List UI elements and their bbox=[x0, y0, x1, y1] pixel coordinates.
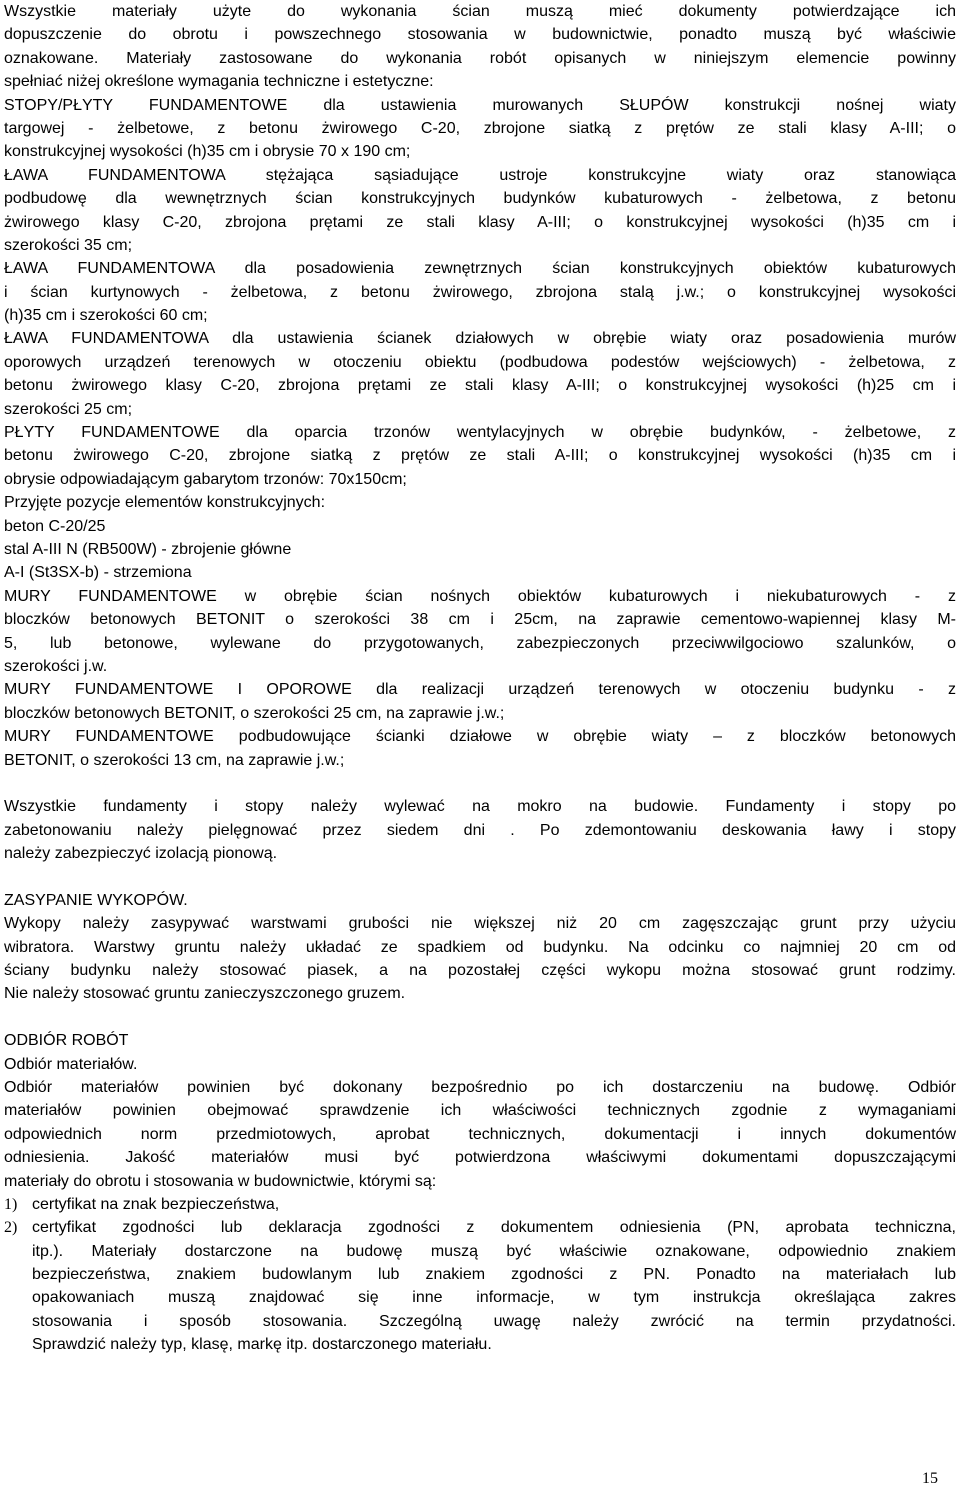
text-line bbox=[4, 491, 956, 514]
text-line bbox=[4, 421, 956, 444]
text-line bbox=[4, 1029, 956, 1052]
line-text: i ścian kurtynowych - żelbetowa, z betonu żwirowego, zbrojona stalą j.w.; o konstrukcyjnej wysokości bbox=[4, 283, 956, 301]
line-text: dopuszczenie do obrotu i powszechnego stosowania w budownictwie, ponadto muszą być właściwie bbox=[4, 26, 956, 44]
line-text: podbudowę dla wewnętrznych ścian konstrukcyjnych budynków kubaturowych - żelbetowa, z betonu bbox=[4, 190, 956, 208]
text-line bbox=[4, 374, 956, 397]
text-line bbox=[4, 538, 956, 561]
text-line bbox=[4, 327, 956, 350]
list-number: 1) bbox=[4, 1195, 18, 1213]
line-text: stosowania i sposób stosowania. Szczególną uwagę należy zwrócić na termin przydatności. bbox=[32, 1312, 956, 1330]
line-text: Wszystkie materiały użyte do wykonania ścian muszą mieć dokumenty potwierdzające ich bbox=[4, 3, 956, 20]
line-text: ŁAWA FUNDAMENTOWA dla posadowienia zewnętrznych ścian konstrukcyjnych obiektów kubaturowych bbox=[4, 260, 956, 278]
page-number: 15 bbox=[922, 1470, 938, 1487]
text-line bbox=[4, 0, 956, 23]
line-text: spełniać niżej określone wymagania techniczne i estetyczne: bbox=[4, 73, 434, 91]
line-text: Odbiór materiałów. bbox=[4, 1055, 138, 1073]
line-text: Wykopy należy zasypywać warstwami grubości nie większej niż 20 cm zagęszczając grunt przy użyciu bbox=[4, 915, 956, 933]
line-text: zabetonowaniu należy pielęgnować przez siedem dni . Po zdemontowaniu deskowania ławy i stopy bbox=[4, 821, 956, 839]
line-text: żwirowego klasy C-20, zbrojona prętami ze stali klasy A-III; o konstrukcyjnej wysokości (h)35 cm i bbox=[4, 213, 956, 231]
line-text: Wszystkie fundamenty i stopy należy wylewać na mokro na budowie. Fundamenty i stopy po bbox=[4, 798, 956, 816]
line-text: certyfikat zgodności lub deklaracja zgodności z dokumentem odniesienia (PN, aprobata techniczna, bbox=[32, 1219, 956, 1237]
text-line bbox=[4, 655, 956, 678]
text-line bbox=[4, 889, 956, 912]
line-text: należy zabezpieczyć izolacją pionową. bbox=[4, 845, 278, 863]
line-text: MURY FUNDAMENTOWE I OPOROWE dla realizacji urządzeń terenowych w otoczeniu budynku - z bbox=[4, 681, 956, 699]
line-text: obrysie odpowiadającym gabarytom trzonów: 70x150cm; bbox=[4, 470, 407, 488]
text-line bbox=[4, 1310, 956, 1333]
line-text: konstrukcyjnej wysokości (h)35 cm i obrysie 70 x 190 cm; bbox=[4, 143, 411, 161]
text-line bbox=[4, 959, 956, 982]
text-line bbox=[4, 1123, 956, 1146]
text-line bbox=[4, 1053, 956, 1076]
line-text: betonu żwirowego C-20, zbrojone siatką z prętów ze stali A-III; o konstrukcyjnej wysokości (h)35 cm i bbox=[4, 447, 956, 465]
line-text: opakowaniach muszą znajdować się inne informacje, w tym instrukcja określająca zakres bbox=[32, 1289, 956, 1307]
line-text: materiały do obrotu i stosowania w budownictwie, którymi są: bbox=[4, 1172, 437, 1190]
text-line bbox=[4, 351, 956, 374]
text-line bbox=[4, 164, 956, 187]
line-text: odpowiednich norm przedmiotowych, aprobat technicznych, dokumentacji i innych dokumentów bbox=[4, 1125, 956, 1143]
text-line bbox=[4, 1216, 956, 1239]
line-text: targowej - żelbetowe, z betonu żwirowego C-20, zbrojone siatką z prętów ze stali klasy A-III; o bbox=[4, 119, 956, 137]
document-body bbox=[4, 0, 956, 1357]
text-line bbox=[4, 1076, 956, 1099]
text-line bbox=[4, 725, 956, 748]
line-text: Odbiór materiałów powinien być dokonany bezpośrednio po ich dostarczeniu na budowę. Odbiór bbox=[4, 1078, 956, 1096]
line-text: szerokości 25 cm; bbox=[4, 400, 133, 418]
line-text: ZASYPANIE WYKOPÓW. bbox=[4, 891, 188, 909]
text-line bbox=[4, 1099, 956, 1122]
line-text: STOPY/PŁYTY FUNDAMENTOWE dla ustawienia murowanych SŁUPÓW konstrukcji nośnej wiaty bbox=[4, 96, 956, 114]
line-text: bloczków betonowych BETONIT, o szerokości 25 cm, na zaprawie j.w.; bbox=[4, 704, 505, 722]
line-text: beton C-20/25 bbox=[4, 517, 106, 535]
text-line bbox=[4, 117, 956, 140]
text-line bbox=[4, 234, 956, 257]
text-line bbox=[4, 1193, 956, 1216]
text-line bbox=[4, 304, 956, 327]
text-line bbox=[4, 1333, 956, 1356]
text-line bbox=[4, 1286, 956, 1309]
line-text: Przyjęte pozycje elementów konstrukcyjnych: bbox=[4, 494, 326, 512]
line-text: szerokości 35 cm; bbox=[4, 236, 133, 254]
line-text: odniesienia. Jakość materiałów musi być potwierdzona właściwymi dokumentami dopuszczającymi bbox=[4, 1149, 956, 1167]
text-line bbox=[4, 211, 956, 234]
line-text: Nie należy stosować gruntu zanieczyszczonego gruzem. bbox=[4, 985, 406, 1003]
text-line bbox=[4, 678, 956, 701]
text-line bbox=[4, 468, 956, 491]
text-line bbox=[4, 608, 956, 631]
text-line bbox=[4, 842, 956, 865]
line-text: materiałów powinien obejmować sprawdzenie ich właściwości technicznych zgodnie z wymaganiami bbox=[4, 1102, 956, 1120]
text-line bbox=[4, 585, 956, 608]
text-line bbox=[4, 47, 956, 70]
text-line bbox=[4, 1240, 956, 1263]
line-text: ODBIÓR ROBÓT bbox=[4, 1032, 129, 1050]
line-text: MURY FUNDAMENTOWE podbudowujące ścianki działowe w obrębie wiaty – z bloczków betonowych bbox=[4, 728, 956, 746]
line-text: bezpieczeństwa, znakiem budowlanym lub znakiem zgodności z PN. Ponadto na materiałach lub bbox=[32, 1266, 956, 1284]
text-line bbox=[4, 444, 956, 467]
text-line bbox=[4, 398, 956, 421]
text-line bbox=[4, 702, 956, 725]
text-line bbox=[4, 819, 956, 842]
line-text: itp.). Materiały dostarczone na budowę muszą być właściwie oznakowane, odpowiednio znakiem bbox=[32, 1242, 956, 1260]
text-line bbox=[4, 795, 956, 818]
text-line bbox=[4, 749, 956, 772]
text-line bbox=[4, 632, 956, 655]
line-text: betonu żwirowego klasy C-20, zbrojona prętami ze stali klasy A-III; o konstrukcyjnej wysokości (h)25 cm i bbox=[4, 377, 956, 395]
paragraph-gap bbox=[4, 1006, 956, 1029]
line-text: 5, lub betonowe, wylewane do przygotowanych, zabezpieczonych przeciwwilgociowo szalunków, o bbox=[4, 634, 956, 652]
line-text: ŁAWA FUNDAMENTOWA stężająca sąsiadujące ustroje konstrukcyjne wiaty oraz stanowiąca bbox=[4, 166, 956, 184]
line-text: szerokości j.w. bbox=[4, 657, 108, 675]
line-text: PŁYTY FUNDAMENTOWE dla oparcia trzonów wentylacyjnych w obrębie budynków, - żelbetowe, z bbox=[4, 424, 956, 442]
text-line bbox=[4, 561, 956, 584]
line-text: wibratora. Warstwy gruntu należy układać ze spadkiem od budynku. Na odcinku co najmniej 20 cm od bbox=[4, 938, 956, 956]
line-text: (h)35 cm i szerokości 60 cm; bbox=[4, 307, 208, 325]
text-line bbox=[4, 187, 956, 210]
text-line bbox=[4, 281, 956, 304]
line-text: MURY FUNDAMENTOWE w obrębie ścian nośnych obiektów kubaturowych i niekubaturowych - z bbox=[4, 587, 956, 605]
text-line bbox=[4, 23, 956, 46]
paragraph-gap bbox=[4, 865, 956, 888]
text-line bbox=[4, 70, 956, 93]
text-line bbox=[4, 912, 956, 935]
line-text: ŁAWA FUNDAMENTOWA dla ustawienia ścianek działowych w obrębie wiaty oraz posadowienia murów bbox=[4, 330, 956, 348]
text-line bbox=[4, 140, 956, 163]
paragraph-gap bbox=[4, 772, 956, 795]
text-line bbox=[4, 1263, 956, 1286]
text-line bbox=[4, 936, 956, 959]
text-line bbox=[4, 257, 956, 280]
line-text: Sprawdzić należy typ, klasę, markę itp. dostarczonego materiału. bbox=[32, 1336, 492, 1354]
text-line bbox=[4, 94, 956, 117]
line-text: oznakowane. Materiały zastosowane do wykonania robót opisanych w niniejszym elemencie powinny bbox=[4, 49, 956, 67]
line-text: A-I (St3SX-b) - strzemiona bbox=[4, 564, 192, 582]
line-text: oporowych urządzeń terenowych w otoczeniu obiektu (podbudowa podestów wejściowych) - żelbetowa, z bbox=[4, 353, 956, 371]
text-line bbox=[4, 515, 956, 538]
text-line bbox=[4, 1170, 956, 1193]
line-text: BETONIT, o szerokości 13 cm, na zaprawie j.w.; bbox=[4, 751, 345, 769]
line-text: ściany budynku należy stosować piasek, a na pozostałej części wykopu można stosować grunt rodzimy. bbox=[4, 962, 956, 980]
list-number: 2) bbox=[4, 1219, 18, 1237]
line-text: certyfikat na znak bezpieczeństwa, bbox=[32, 1195, 280, 1213]
line-text: bloczków betonowych BETONIT o szerokości 38 cm i 25cm, na zaprawie cementowo-wapiennej klasy M- bbox=[4, 611, 956, 629]
text-line bbox=[4, 1146, 956, 1169]
line-text: stal A-III N (RB500W) - zbrojenie główne bbox=[4, 540, 292, 558]
text-line bbox=[4, 982, 956, 1005]
